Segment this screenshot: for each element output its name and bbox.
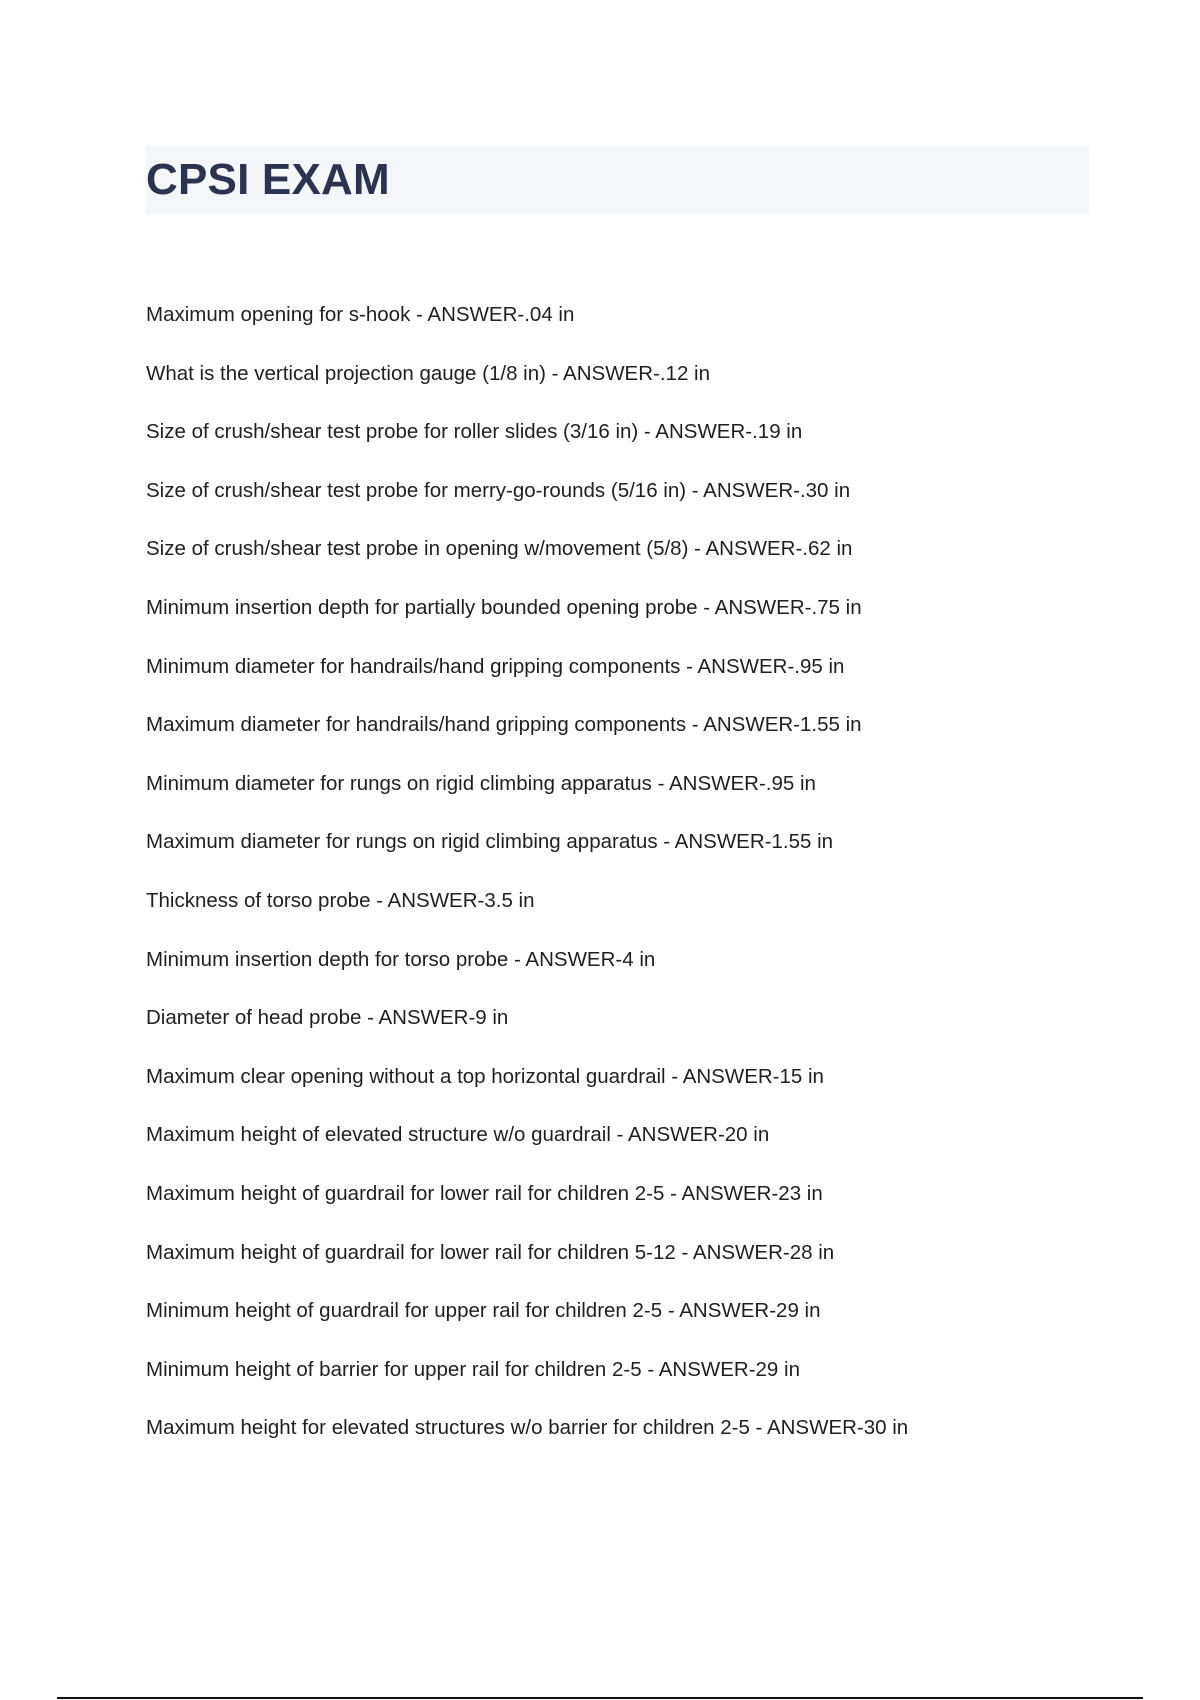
document-title: CPSI EXAM [146, 155, 390, 204]
qa-item: Minimum insertion depth for torso probe - ANSWER-4 in [146, 947, 656, 971]
qa-item: Size of crush/shear test probe in opening w/movement (5/8) - ANSWER-.62 in [146, 537, 853, 561]
qa-item: Minimum diameter for rungs on rigid climbing apparatus - ANSWER-.95 in [146, 771, 816, 795]
qa-item: Maximum height of guardrail for lower rail for children 5-12 - ANSWER-28 in [146, 1240, 835, 1264]
qa-item: Maximum clear opening without a top horizontal guardrail - ANSWER-15 in [146, 1064, 824, 1088]
qa-item: Maximum height of elevated structure w/o guardrail - ANSWER-20 in [146, 1123, 770, 1147]
qa-item: Maximum diameter for rungs on rigid climbing apparatus - ANSWER-1.55 in [146, 830, 834, 854]
footer-rule [57, 1697, 1143, 1699]
qa-item: Minimum diameter for handrails/hand gripping components - ANSWER-.95 in [146, 654, 845, 678]
qa-item: Maximum height for elevated structures w/o barrier for children 2-5 - ANSWER-30 in [146, 1416, 909, 1440]
qa-item: Minimum height of barrier for upper rail for children 2-5 - ANSWER-29 in [146, 1357, 800, 1381]
qa-item: Maximum height of guardrail for lower rail for children 2-5 - ANSWER-23 in [146, 1181, 823, 1205]
qa-item: What is the vertical projection gauge (1/8 in) - ANSWER-.12 in [146, 361, 710, 385]
qa-item: Thickness of torso probe - ANSWER-3.5 in [146, 888, 535, 912]
qa-item: Maximum diameter for handrails/hand gripping components - ANSWER-1.55 in [146, 713, 862, 737]
qa-item: Minimum insertion depth for partially bounded opening probe - ANSWER-.75 in [146, 595, 862, 619]
title-band [146, 146, 1089, 214]
qa-item: Size of crush/shear test probe for merry-go-rounds (5/16 in) - ANSWER-.30 in [146, 478, 851, 502]
qa-item: Minimum height of guardrail for upper rail for children 2-5 - ANSWER-29 in [146, 1299, 821, 1323]
qa-item: Size of crush/shear test probe for roller slides (3/16 in) - ANSWER-.19 in [146, 420, 803, 444]
qa-item: Maximum opening for s-hook - ANSWER-.04 in [146, 303, 575, 326]
qa-list [146, 296, 1106, 1468]
qa-item: Diameter of head probe - ANSWER-9 in [146, 1006, 509, 1030]
